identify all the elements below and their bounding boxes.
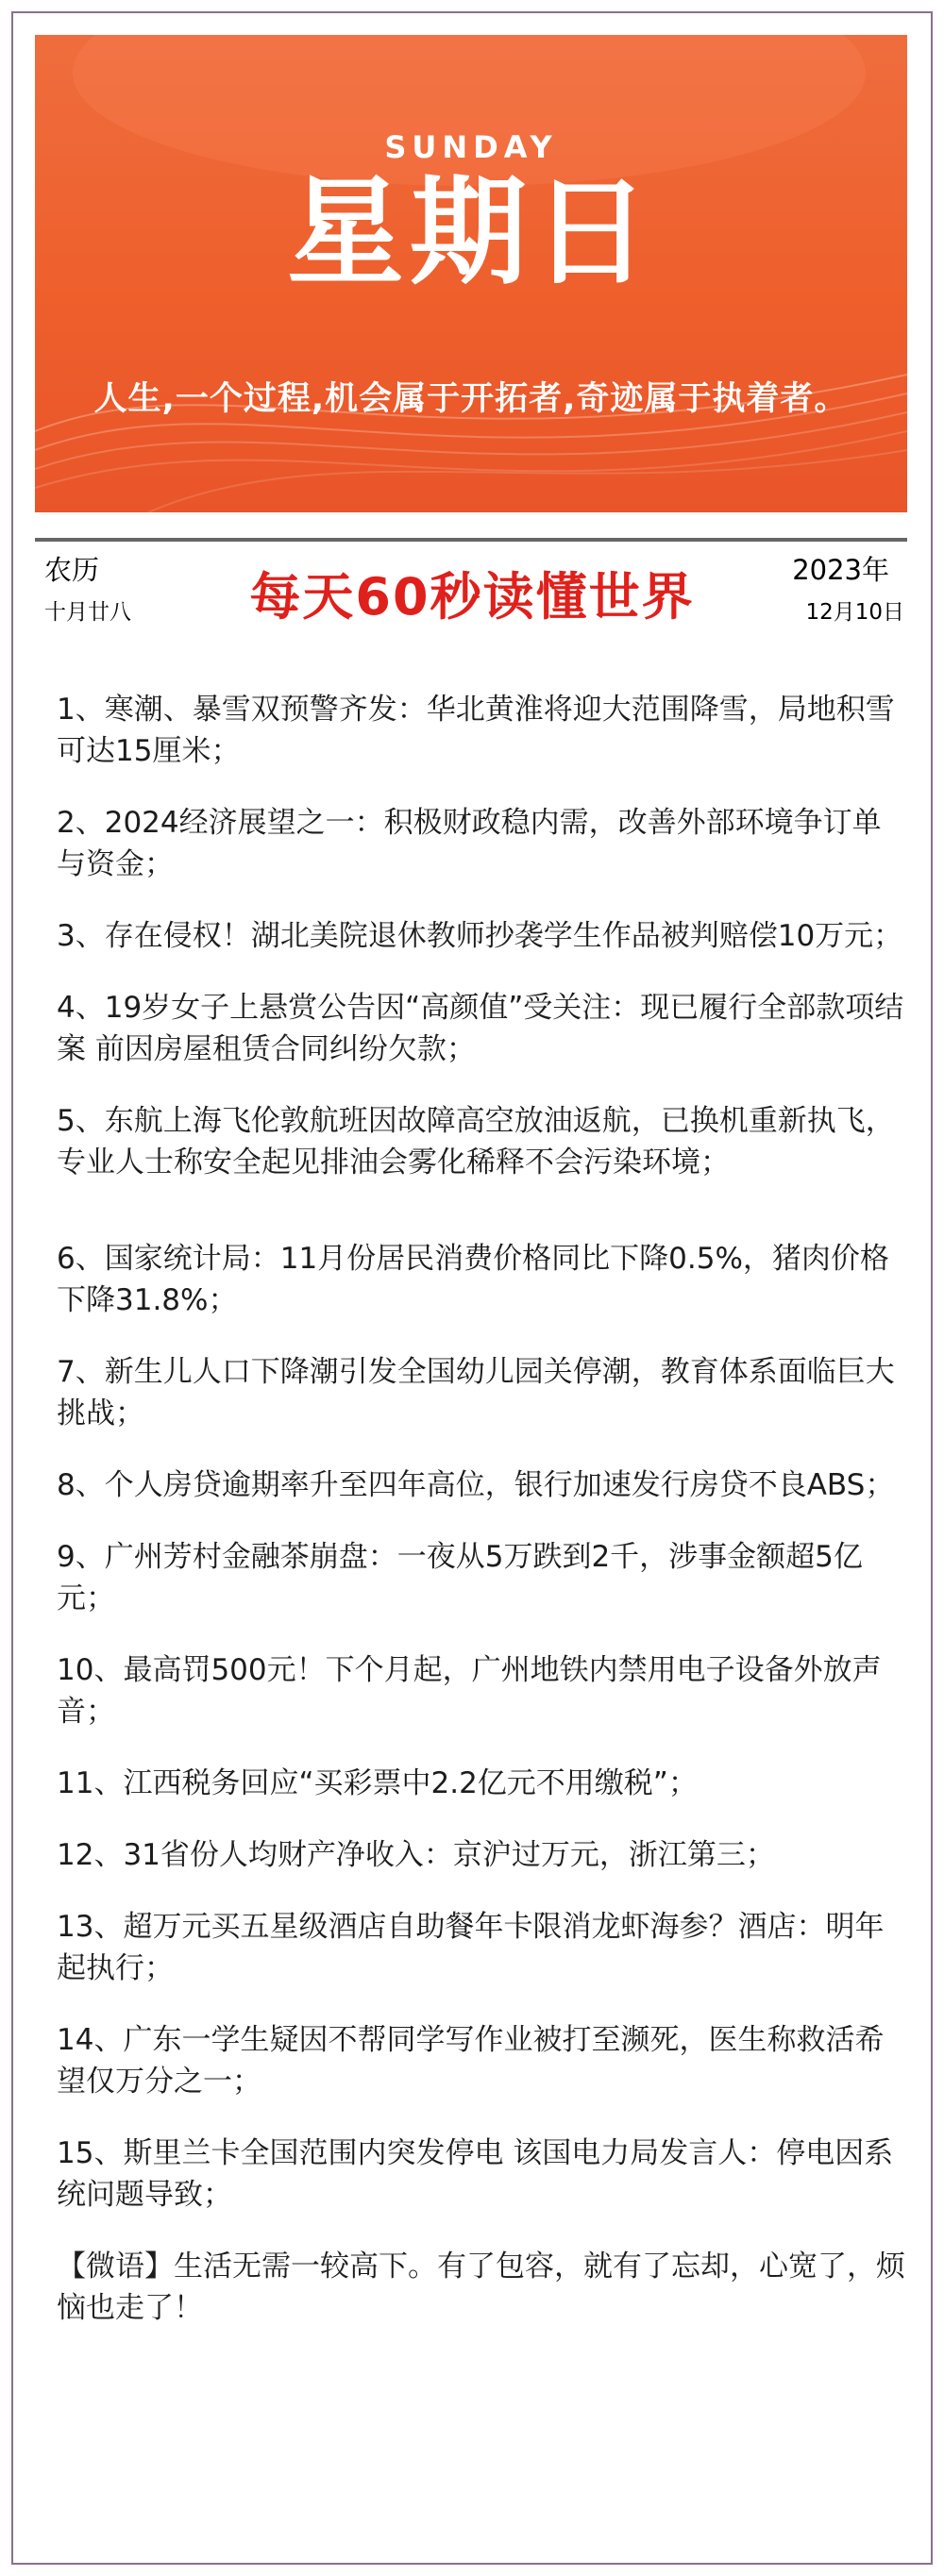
day-english: SUNDAY <box>384 129 558 165</box>
lunar-label: 农历 <box>44 554 100 586</box>
news-item-9: 9、广州芳村金融茶崩盘：一夜从5万跌到2千，涉事金额超5亿元； <box>57 1540 863 1616</box>
news-item-5: 5、东航上海飞伦敦航班因故障高空放油返航，已换机重新执飞，专业人士称安全起见排油会雾化稀释不会污染环境； <box>57 1104 895 1180</box>
news-item-6: 6、国家统计局：11月份居民消费价格同比下降0.5%，猪肉价格下降31.8%； <box>57 1242 889 1318</box>
masthead-title: 每天60秒读懂世界 <box>249 567 695 627</box>
weiyu-quote: 【微语】生活无需一较高下。有了包容，就有了忘却，心宽了，烦恼也走了！ <box>57 2250 905 2326</box>
lunar-date: 十月廿八 <box>44 600 131 625</box>
date-month-day: 12月10日 <box>805 600 904 625</box>
news-item-13: 13、超万元买五星级酒店自助餐年卡限消龙虾海参？酒店：明年起执行； <box>57 1910 885 1986</box>
news-item-1: 1、寒潮、暴雪双预警齐发：华北黄淮将迎大范围降雪，局地积雪可达15厘米； <box>57 693 895 769</box>
news-item-2: 2、2024经济展望之一：积极财政稳内需，改善外部环境争订单与资金； <box>57 806 882 882</box>
day-banner <box>35 35 907 512</box>
day-chinese: 星期日 <box>286 165 655 301</box>
header-rule <box>35 538 907 542</box>
news-item-10: 10、最高罚500元！下个月起，广州地铁内禁用电子设备外放声音； <box>57 1653 882 1730</box>
news-item-15: 15、斯里兰卡全国范围内突发停电 该国电力局发言人：停电因系统问题导致； <box>57 2136 894 2213</box>
news-item-3: 3、存在侵权！湖北美院退休教师抄袭学生作品被判赔偿10万元； <box>57 919 903 954</box>
date-year: 2023年 <box>792 554 889 586</box>
news-item-11: 11、江西税务回应“买彩票中2.2亿元不用缴税”； <box>57 1766 698 1801</box>
motto-text: 人生,一个过程,机会属于开拓者,奇迹属于执着者。 <box>93 380 849 418</box>
news-item-7: 7、新生儿人口下降潮引发全国幼儿园关停潮，教育体系面临巨大挑战； <box>57 1355 895 1431</box>
news-item-14: 14、广东一学生疑因不帮同学写作业被打至濒死，医生称救活希望仅万分之一； <box>57 2023 885 2099</box>
news-item-4: 4、19岁女子上悬赏公告因“高颜值”受关注：现已履行全部款项结案 前因房屋租赁合同纠纷欠款； <box>57 991 904 1067</box>
news-list <box>57 689 906 2359</box>
news-item-12: 12、31省份人均财产净收入：京沪过万元，浙江第三； <box>57 1838 775 1873</box>
news-item-8: 8、个人房贷逾期率升至四年高位，银行加速发行房贷不良ABS； <box>57 1468 895 1503</box>
